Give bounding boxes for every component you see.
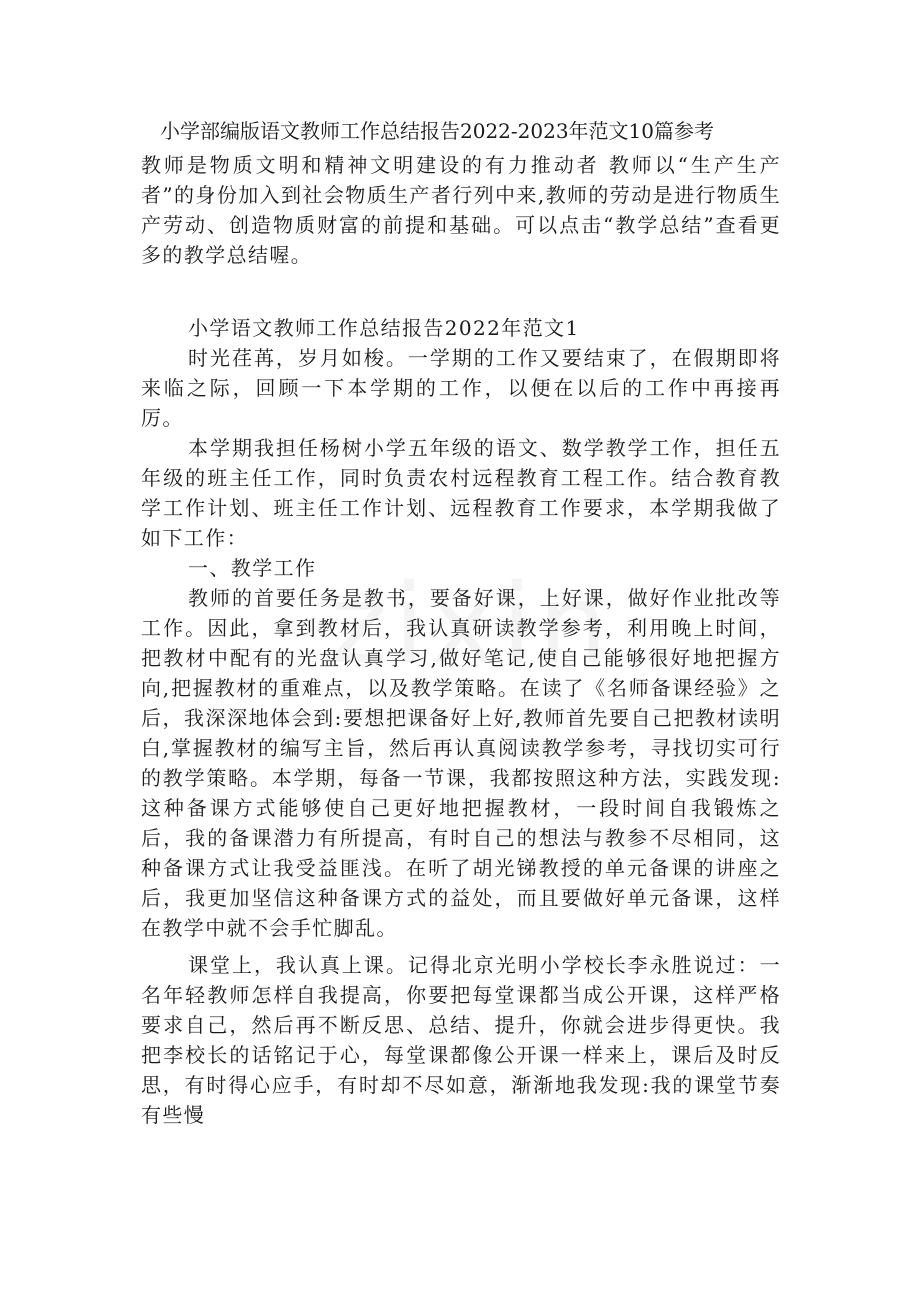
intro-paragraph: 教师是物质文明和精神文明建设的有力推动者 教师以“生产生产者”的身份加入到社会物质生产者行列中来,教师的劳动是进行物质生产劳动、创造物质财富的前提和基础。可以点击“教学总结”查看更多的教学总结喔。 <box>141 153 781 267</box>
body-paragraph: 课堂上，我认真上课。记得北京光明小学校长李永胜说过：一名年轻教师怎样自我提高，你要把每堂课都当成公开课，这样严格要求自己，然后再不断反思、总结、提升，你就会进步得更快。我把李校长的话铭记于心，每堂课都像公开课一样来上，课后及时反思，有时得心应手，有时却不尽如意，渐渐地我发现:我的课堂节奏有些慢 <box>141 953 781 1127</box>
document-title: 小学部编版语文教师工作总结报告2022-2023年范文10篇参考 <box>160 119 715 143</box>
document-body <box>141 150 781 1130</box>
section-heading: 一、教学工作 <box>188 556 317 580</box>
body-paragraph: 时光荏苒，岁月如梭。一学期的工作又要结束了，在假期即将来临之际，回顾一下本学期的工作，以便在以后的工作中再接再厉。 <box>141 346 781 430</box>
body-paragraph: 本学期我担任杨树小学五年级的语文、数学教学工作，担任五年级的班主任工作，同时负责农村远程教育工程工作。结合教育教学工作计划、班主任工作计划、远程教育工作要求，本学期我做了如下工作： <box>141 436 781 550</box>
body-paragraph: 教师的首要任务是教书，要备好课，上好课，做好作业批改等工作。因此，拿到教材后，我认真研读教学参考，利用晚上时间，把教材中配有的光盘认真学习,做好笔记,使自己能够很好地把握方向,把握教材的重难点，以及教学策略。在读了《名师备课经验》之后，我深深地体会到:要想把课备好上好,教师首先要自己把教材读明白,掌握教材的编写主旨，然后再认真阅读教学参考，寻找切实可行的教学策略。本学期，每备一节课，我都按照这种方法，实践发现:这种备课方式能够使自己更好地把握教材，一段时间自我锻炼之后，我的备课潜力有所提高，有时自己的想法与教参不尽相同，这种备课方式让我受益匪浅。在听了胡光锑教授的单元备课的讲座之后，我更加坚信这种备课方式的益处，而且要做好单元备课，这样在教学中就不会手忙脚乱。 <box>141 586 781 940</box>
section-subtitle: 小学语文教师工作总结报告2022年范文1 <box>188 316 580 340</box>
